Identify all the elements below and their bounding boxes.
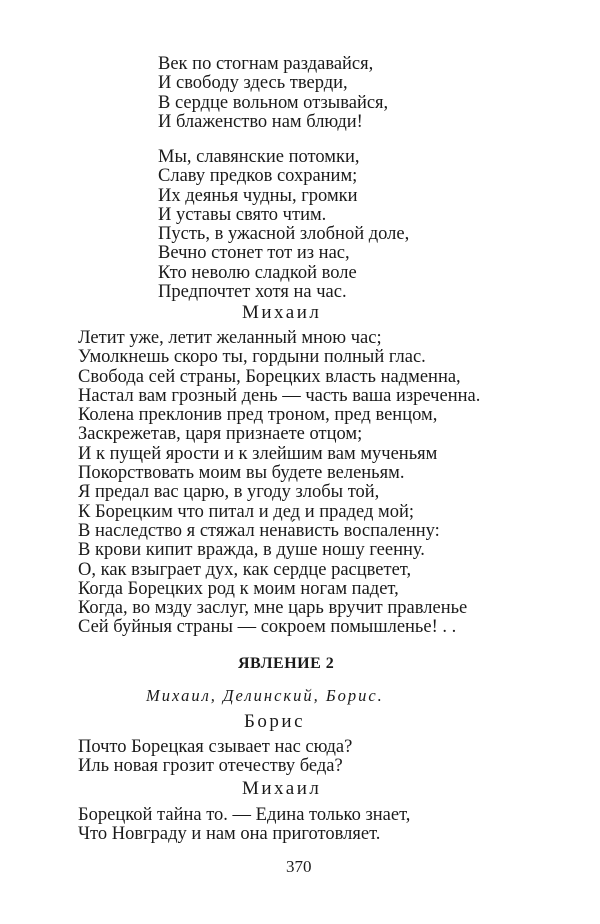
song-stanza-1 <box>158 55 388 132</box>
verse-line: В крови кипит вражда, в душе ношу геенну. <box>78 540 425 561</box>
speaker-name: Михаил <box>242 302 322 323</box>
verse-line: Предпочтет хотя на час. <box>158 282 347 303</box>
verse-line: Что Новграду и нам она приготовляет. <box>78 824 381 845</box>
verse-line: Настал вам грозный день — часть ваша изреченна. <box>78 385 481 406</box>
verse-line: Я предал вас царю, в угоду злобы той, <box>78 482 380 503</box>
speech-boris <box>78 738 352 777</box>
speech-mikhail <box>78 806 410 845</box>
verse-line: Мы, славянские потомки, <box>158 147 360 167</box>
verse-line: В сердце вольном отзывайся, <box>158 92 389 113</box>
verse-line: Летит уже, летит желанный мною час; <box>78 328 382 348</box>
speaker-name: Михаил <box>242 778 322 799</box>
verse-line: В наследство я стяжал нена́висть воспаленну: <box>78 520 440 541</box>
song-stanza-2 <box>158 148 409 302</box>
verse-line: Борецкой тайна то. — Едина только знает, <box>78 805 411 825</box>
verse-line: Покорствовать моим вы будете веленьям. <box>78 463 405 484</box>
verse-line: К Борецким что питал и дед и прадед мой; <box>78 501 415 522</box>
verse-line: О, как взыграет дух, как сердце расцветет, <box>78 559 412 580</box>
verse-line: И блаженство нам блюди! <box>158 111 363 132</box>
scene-heading: ЯВЛЕНИЕ 2 <box>238 655 335 672</box>
verse-line: И свободу здесь тверди, <box>158 73 348 94</box>
verse-line: Свобода сей страны, Борецких власть надменна, <box>78 366 461 387</box>
verse-line: И к пущей ярости и к злейшим вам мученьям <box>78 443 438 464</box>
scene-cast: Михаил, Делинский, Борис. <box>146 686 384 705</box>
verse-line: Заскрежетав, царя признаете отцом; <box>78 424 363 445</box>
verse-line: Когда Борецких род к моим ногам падет, <box>78 578 399 599</box>
speech-mikhail <box>78 329 480 638</box>
speaker-name: Борис <box>244 711 306 732</box>
verse-line: Сей буйныя страны — сокроем помышленье! . . <box>78 617 457 638</box>
verse-line: Иль новая грозит отечеству беда? <box>78 756 343 777</box>
verse-line: Почто Борецкая сзывает нас сюда? <box>78 737 353 757</box>
verse-line: Их деянья чудны, громки <box>158 185 358 206</box>
verse-line: Колена преклонив пред троном, пред венцом, <box>78 405 438 426</box>
verse-line: Кто неволю сладкой воле <box>158 262 357 283</box>
verse-line: Вечно стонет тот из нас, <box>158 243 350 264</box>
verse-line: Пусть, в ужасной злобной доле, <box>158 224 410 245</box>
verse-line: И уставы свято чтим. <box>158 204 327 225</box>
verse-line: Умолкнешь скоро ты, гордыни полный глас. <box>78 347 426 368</box>
page-number: 370 <box>286 857 312 876</box>
verse-line: Когда, во мзду заслуг, мне царь вручит правленье <box>78 598 468 619</box>
verse-line: Славу предков сохраним; <box>158 166 358 187</box>
verse-line: Век по стогнам раздавайся, <box>158 54 374 74</box>
